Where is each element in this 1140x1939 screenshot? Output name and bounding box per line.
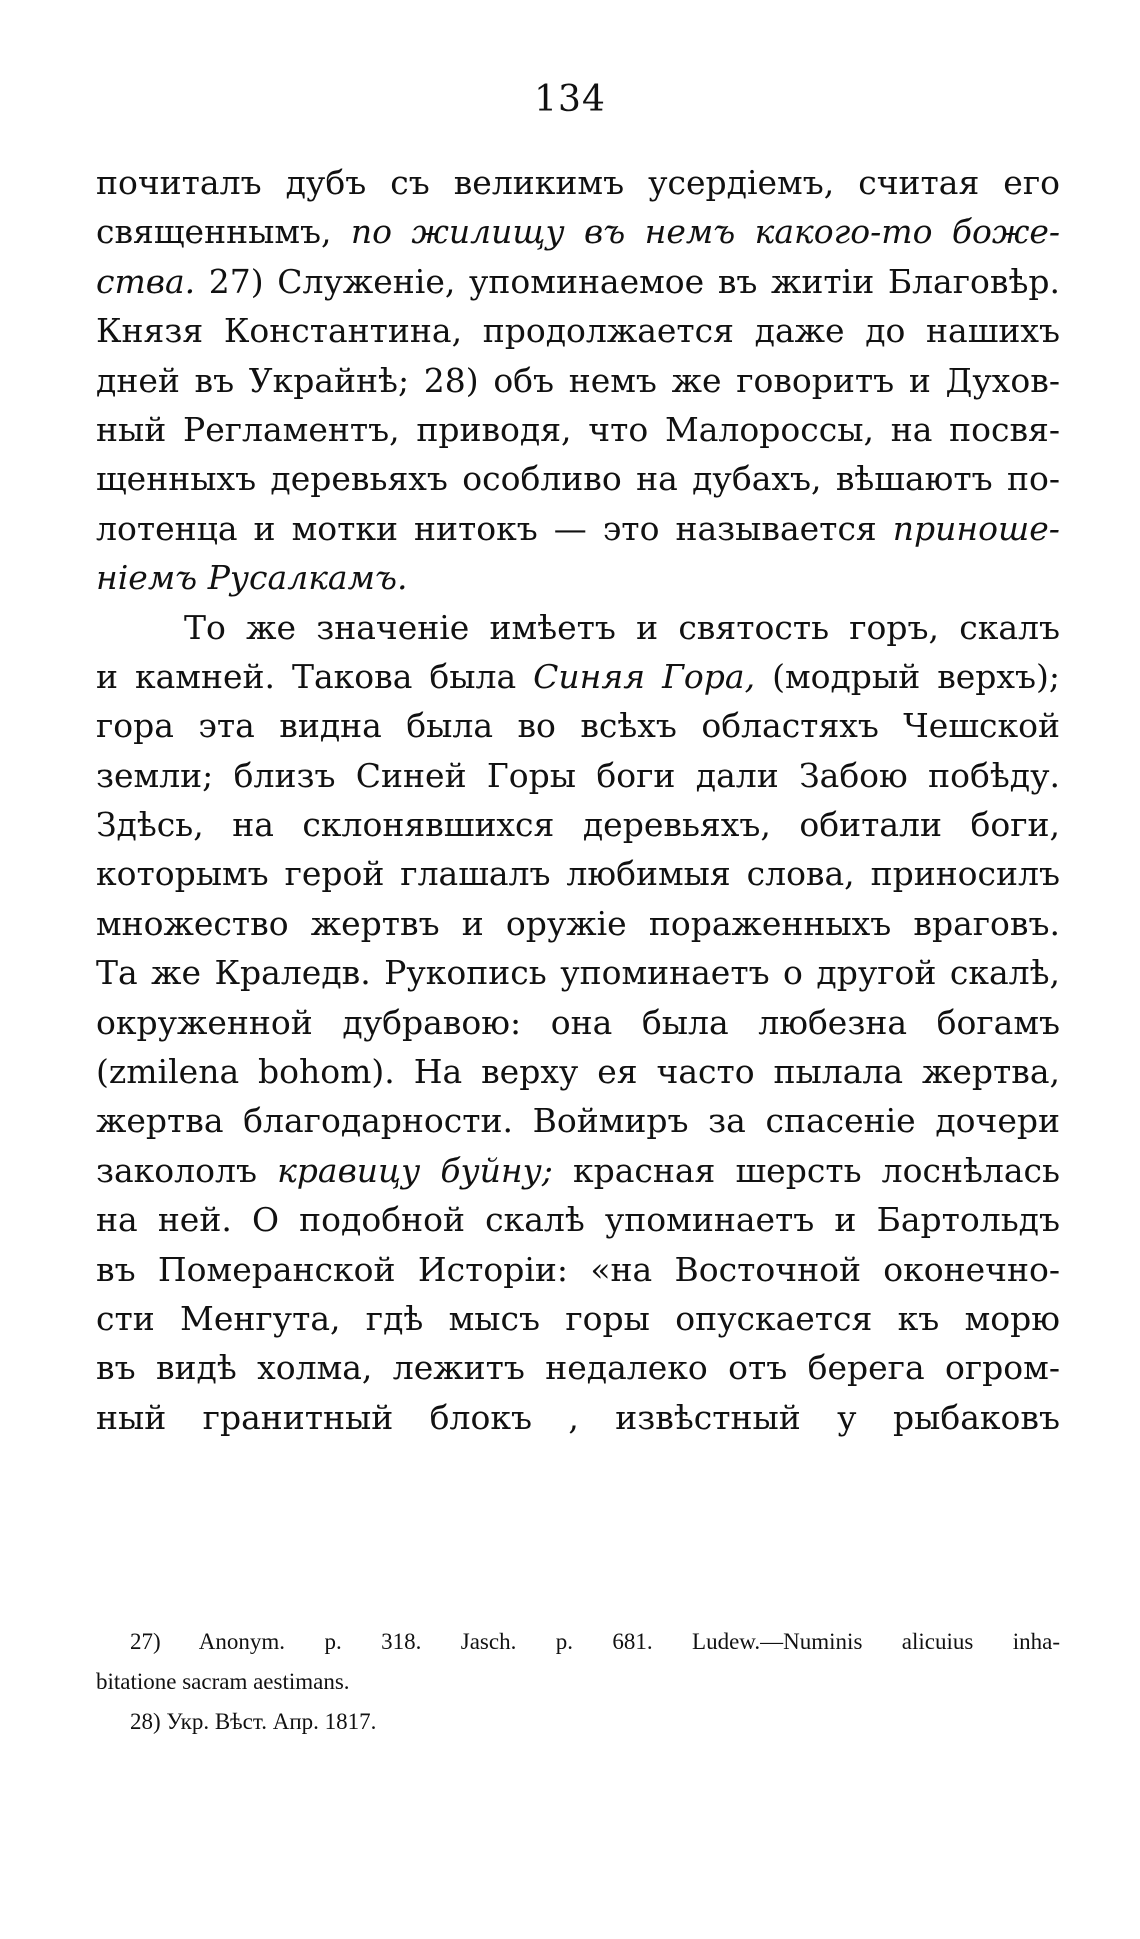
body-line: окруженной дубравою: она была любезна богамъ bbox=[96, 1002, 1060, 1042]
footnote-27-line-1: 27) Anonym. p. 318. Jasch. p. 681. Ludew.—Numinis alicuius inha- bbox=[130, 1629, 1060, 1654]
body-line: почиталъ дубъ съ великимъ усердіемъ, считая его bbox=[96, 163, 1060, 202]
body-line: ства. 27) Служеніе, упоминаемое въ житіи Благовѣр. bbox=[96, 261, 1060, 301]
footnote-27-line-2: bitatione sacram aestimans. bbox=[96, 1669, 350, 1694]
body-line: щенныхъ деревьяхъ особливо на дубахъ, вѣшаютъ по- bbox=[96, 459, 1060, 499]
body-text bbox=[96, 158, 1060, 1442]
body-line: Князя Константина, продолжается даже до нашихъ bbox=[96, 311, 1060, 351]
body-line: ный гранитный блокъ , извѣстный у рыбаковъ bbox=[96, 1397, 1060, 1437]
body-line: которымъ герой глашалъ любимыя слова, приносилъ bbox=[96, 854, 1060, 894]
body-line: То же значеніе имѣетъ и святость горъ, скалъ bbox=[184, 607, 1060, 647]
body-line: гора эта видна была во всѣхъ областяхъ Чешской bbox=[96, 706, 1060, 746]
page-number: 134 bbox=[534, 79, 606, 120]
body-line: закололъ кравицу буйну; красная шерсть лоснѣлась bbox=[96, 1150, 1060, 1190]
footnotes bbox=[96, 1622, 1060, 1742]
body-line: священнымъ, по жилищу въ немъ какого-то боже- bbox=[96, 212, 1060, 252]
body-line: въ Померанской Исторіи: «на Восточной оконечно- bbox=[96, 1249, 1060, 1289]
body-line: ніемъ Русалкамъ. bbox=[96, 558, 408, 598]
body-line: ный Регламентъ, приводя, что Малороссы, на посвя- bbox=[96, 409, 1060, 449]
body-line: земли; близъ Синей Горы боги дали Забою побѣду. bbox=[96, 755, 1060, 795]
body-line: лотенца и мотки нитокъ — это называется приноше- bbox=[96, 508, 1060, 548]
body-line: на ней. О подобной скалѣ упоминаетъ и Бартольдъ bbox=[96, 1200, 1060, 1240]
body-line: въ видѣ холма, лежитъ недалеко отъ берега огром- bbox=[96, 1348, 1060, 1388]
body-line: и камней. Такова была Синяя Гора, (модрый верхъ); bbox=[96, 656, 1060, 696]
body-line: множество жертвъ и оружіе пораженныхъ враговъ. bbox=[96, 903, 1060, 943]
footnote-28: 28) Укр. Вѣст. Апр. 1817. bbox=[130, 1709, 377, 1734]
body-line: сти Менгута, гдѣ мысъ горы опускается къ морю bbox=[96, 1298, 1060, 1338]
body-line: дней въ Украйнѣ; 28) объ немъ же говоритъ и Духов- bbox=[96, 360, 1060, 400]
body-line: (zmilena bohom). На верху ея часто пылала жертва, bbox=[96, 1052, 1060, 1092]
body-line: жертва благодарности. Воймиръ за спасеніе дочери bbox=[96, 1101, 1060, 1141]
body-line: Здѣсь, на склонявшихся деревьяхъ, обитали боги, bbox=[96, 805, 1060, 845]
body-line: Та же Краледв. Рукопись упоминаетъ о другой скалѣ, bbox=[96, 953, 1060, 993]
